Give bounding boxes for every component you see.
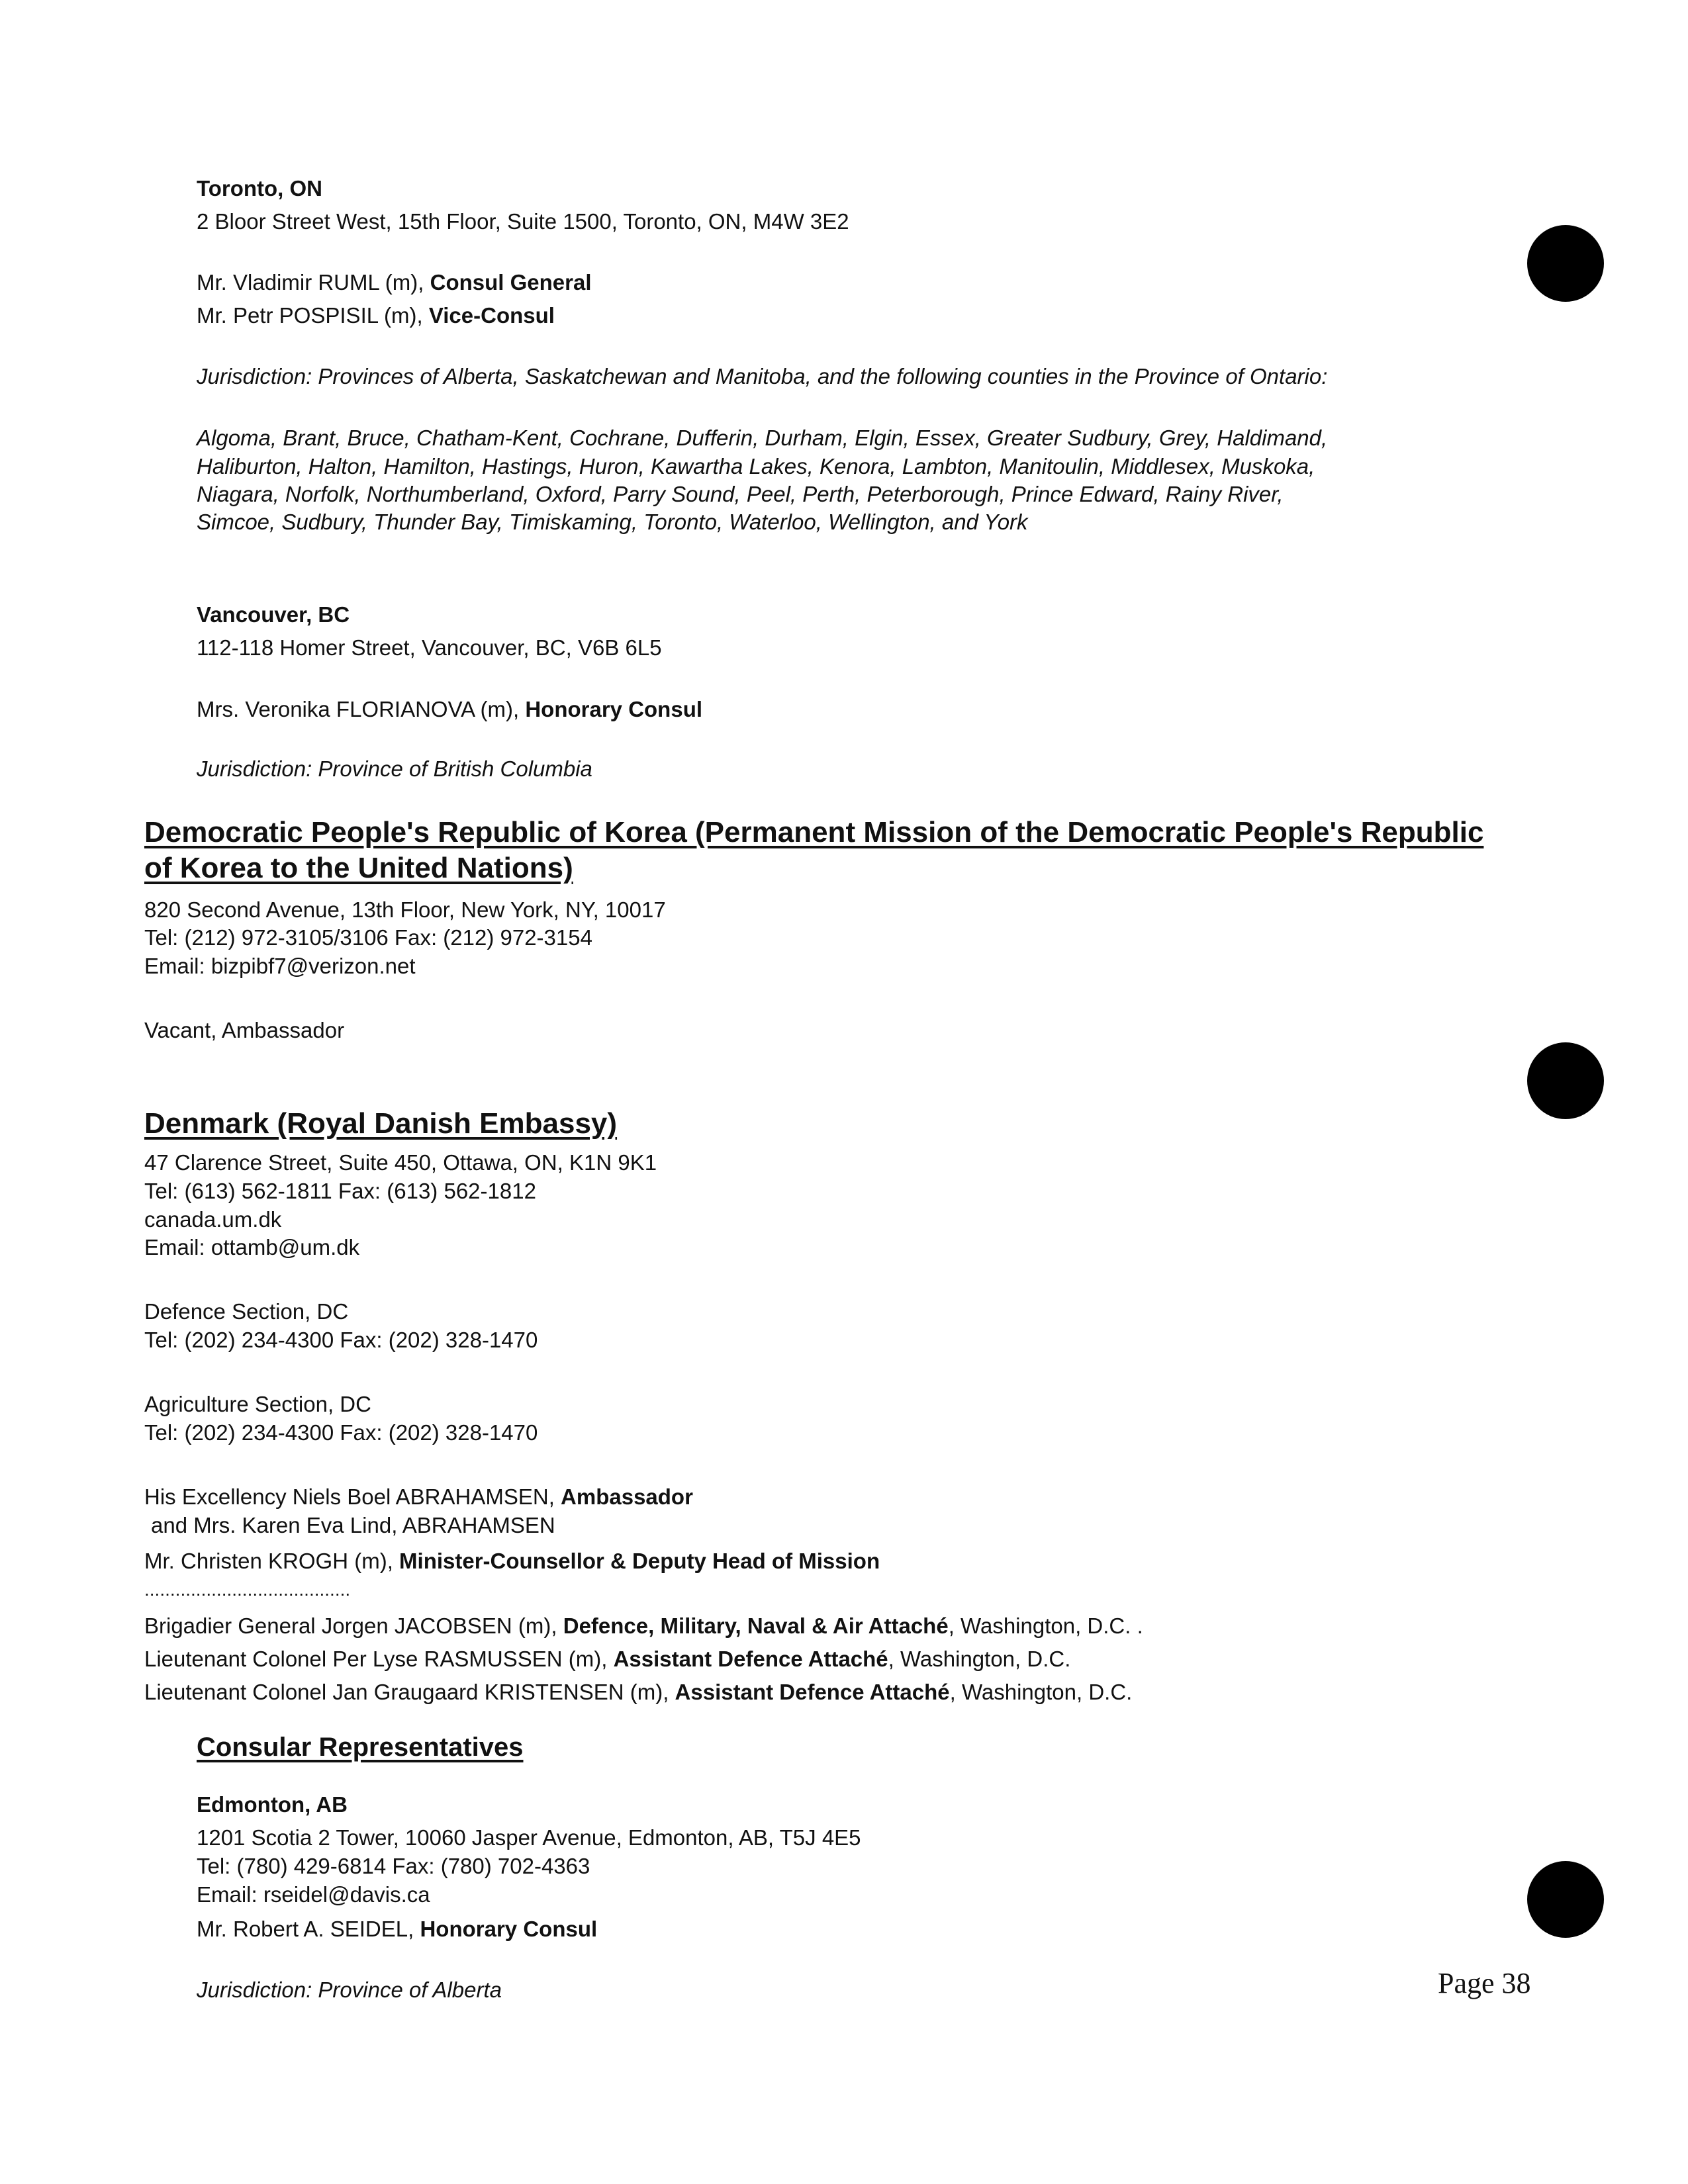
- denmark-agriculture-section: Agriculture Section, DC: [144, 1392, 371, 1416]
- edmonton-address: 1201 Scotia 2 Tower, 10060 Jasper Avenue, Edmonton, AB, T5J 4E5: [197, 1825, 861, 1850]
- denmark-attache: [144, 1681, 1132, 1703]
- person-name: Mr. Petr POSPISIL (m),: [197, 303, 429, 328]
- dprk-email: Email: bizpibf7@verizon.net: [144, 954, 416, 978]
- toronto-vice-consul: [197, 304, 555, 326]
- toronto-consul-general: [197, 271, 592, 293]
- person-location: , Washington, D.C.: [949, 1680, 1133, 1704]
- person-name: Mr. Robert A. SEIDEL,: [197, 1917, 420, 1941]
- punch-hole: [1527, 1042, 1604, 1119]
- person-title: Assistant Defence Attaché: [613, 1647, 888, 1671]
- person-name: Brigadier General Jorgen JACOBSEN (m),: [144, 1614, 563, 1638]
- page-number: Page 38: [1438, 1967, 1531, 1999]
- person-title: Consul General: [430, 270, 592, 295]
- vancouver-honorary-consul: [197, 698, 702, 720]
- toronto-title: Toronto, ON: [197, 176, 323, 201]
- edmonton-honorary-consul: [197, 1918, 597, 1940]
- denmark-agriculture-tel: Tel: (202) 234-4300 Fax: (202) 328-1470: [144, 1420, 538, 1445]
- person-location: , Washington, D.C.: [888, 1647, 1071, 1671]
- edmonton-jurisdiction: Jurisdiction: Province of Alberta: [197, 1978, 502, 2002]
- denmark-ambassador: [144, 1486, 693, 1508]
- denmark-website: canada.um.dk: [144, 1207, 282, 1232]
- vancouver-title: Vancouver, BC: [197, 602, 350, 627]
- denmark-attache: [144, 1648, 1070, 1670]
- toronto-jurisdiction: Jurisdiction: Provinces of Alberta, Saskatchewan and Manitoba, and the following counties in the Province of Ontario:: [197, 364, 1328, 388]
- edmonton-email: Email: rseidel@davis.ca: [197, 1882, 430, 1907]
- person-name: Lieutenant Colonel Per Lyse RASMUSSEN (m),: [144, 1647, 614, 1671]
- denmark-email: Email: ottamb@um.dk: [144, 1235, 360, 1259]
- dotted-separator: ........................................: [144, 1579, 351, 1600]
- person-name: Lieutenant Colonel Jan Graugaard KRISTENSEN (m),: [144, 1680, 675, 1704]
- punch-hole: [1527, 1861, 1604, 1938]
- vancouver-jurisdiction: Jurisdiction: Province of British Columbia: [197, 756, 592, 781]
- person-name: Mr. Vladimir RUML (m),: [197, 270, 430, 295]
- person-title: Defence, Military, Naval & Air Attaché: [563, 1614, 949, 1638]
- person-title: Vice-Consul: [428, 303, 555, 328]
- denmark-heading: Denmark (Royal Danish Embassy): [144, 1107, 618, 1140]
- dprk-heading-line1: Democratic People's Republic of Korea (Permanent Mission of the Democratic People's Republic: [144, 816, 1484, 848]
- consular-heading: Consular Representatives: [197, 1733, 524, 1762]
- person-title: Minister-Counsellor & Deputy Head of Mission: [399, 1549, 880, 1573]
- person-title: Honorary Consul: [420, 1917, 598, 1941]
- toronto-counties-line: Haliburton, Halton, Hamilton, Hastings, Huron, Kawartha Lakes, Kenora, Lambton, Manitoulin, Middlesex, Muskoka,: [197, 454, 1315, 478]
- dprk-address: 820 Second Avenue, 13th Floor, New York, NY, 10017: [144, 897, 666, 922]
- person-title: Honorary Consul: [525, 697, 703, 721]
- dprk-heading-line2: of Korea to the United Nations): [144, 852, 573, 884]
- denmark-attache: [144, 1615, 1143, 1637]
- dprk-ambassador: Vacant, Ambassador: [144, 1018, 345, 1042]
- dprk-tel: Tel: (212) 972-3105/3106 Fax: (212) 972-3154: [144, 925, 592, 950]
- person-location: , Washington, D.C. .: [948, 1614, 1143, 1638]
- denmark-tel: Tel: (613) 562-1811 Fax: (613) 562-1812: [144, 1179, 536, 1203]
- person-title: Ambassador: [561, 1484, 693, 1509]
- person-name: Mrs. Veronika FLORIANOVA (m),: [197, 697, 526, 721]
- punch-hole: [1527, 225, 1604, 302]
- person-name: Mr. Christen KROGH (m),: [144, 1549, 400, 1573]
- denmark-address: 47 Clarence Street, Suite 450, Ottawa, ON, K1N 9K1: [144, 1150, 657, 1175]
- vancouver-address: 112-118 Homer Street, Vancouver, BC, V6B 6L5: [197, 635, 662, 660]
- edmonton-title: Edmonton, AB: [197, 1792, 348, 1817]
- denmark-defence-tel: Tel: (202) 234-4300 Fax: (202) 328-1470: [144, 1328, 538, 1352]
- toronto-counties-line: Niagara, Norfolk, Northumberland, Oxford, Parry Sound, Peel, Perth, Peterborough, Prince Edward, Rainy River,: [197, 482, 1284, 506]
- toronto-counties-line: Simcoe, Sudbury, Thunder Bay, Timiskaming, Toronto, Waterloo, Wellington, and York: [197, 510, 1028, 534]
- person-name: His Excellency Niels Boel ABRAHAMSEN,: [144, 1484, 561, 1509]
- toronto-address: 2 Bloor Street West, 15th Floor, Suite 1500, Toronto, ON, M4W 3E2: [197, 209, 849, 234]
- denmark-deputy: [144, 1550, 880, 1572]
- denmark-defence-section: Defence Section, DC: [144, 1299, 349, 1324]
- toronto-counties-line: Algoma, Brant, Bruce, Chatham-Kent, Cochrane, Dufferin, Durham, Elgin, Essex, Greater Sudbury, Grey, Haldimand,: [197, 426, 1328, 450]
- denmark-ambassador-spouse: and Mrs. Karen Eva Lind, ABRAHAMSEN: [151, 1513, 555, 1537]
- person-title: Assistant Defence Attaché: [675, 1680, 950, 1704]
- edmonton-tel: Tel: (780) 429-6814 Fax: (780) 702-4363: [197, 1854, 590, 1878]
